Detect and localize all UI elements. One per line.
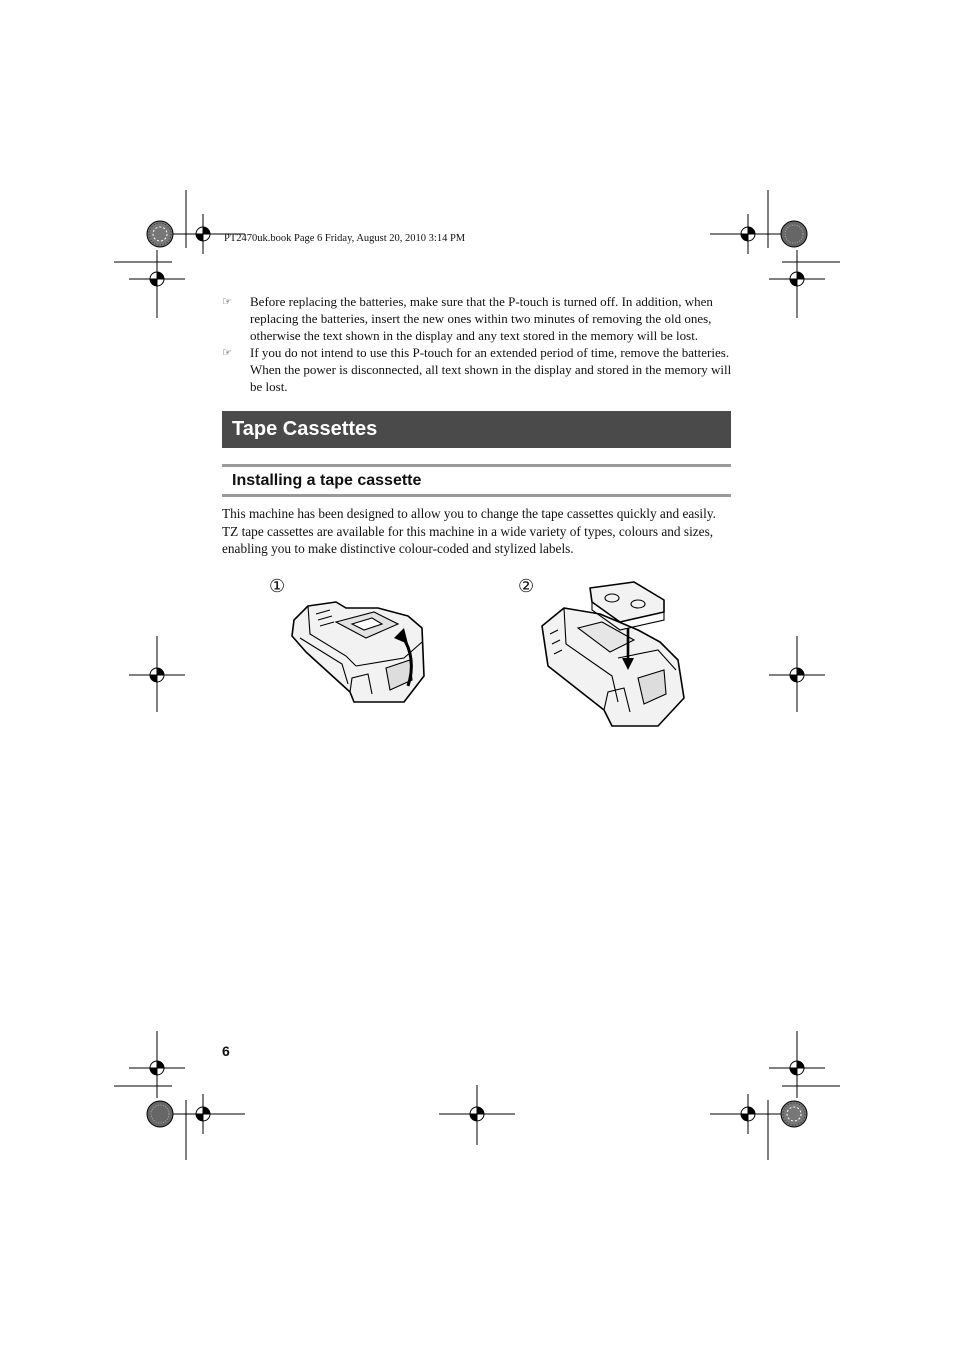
print-slug: PT2470uk.book Page 6 Friday, August 20, 2010 3:14 PM bbox=[224, 233, 466, 244]
subsection-heading-bar bbox=[222, 464, 731, 497]
body-paragraph: This machine has been designed to allow you to change the tape cassettes quickly and easily. TZ tape cassettes are available for this machine in a wide variety of types, colours and sizes, enabling you to make distinctive colour-coded and stylized labels. bbox=[222, 506, 716, 557]
notes-list bbox=[222, 293, 734, 395]
subsection-title: Installing a tape cassette bbox=[232, 472, 422, 489]
section-heading-bar bbox=[222, 411, 731, 448]
section-title: Tape Cassettes bbox=[232, 418, 378, 440]
illustration-insert-cassette bbox=[538, 578, 688, 728]
note-item bbox=[222, 344, 734, 395]
note-text: Before replacing the batteries, make sure that the P-touch is turned off. In addition, when replacing the batteries, insert the new ones within two minutes of removing the old ones, otherwise the text shown in the display and any text stored in the memory will be lost. bbox=[250, 294, 713, 343]
note-text: If you do not intend to use this P-touch for an extended period of time, remove the batteries. When the power is disconnected, all text shown in the display and stored in the memory will be lost. bbox=[250, 345, 732, 394]
step-number-2: ② bbox=[518, 576, 535, 597]
illustration-open-cover bbox=[286, 598, 431, 708]
hand-pointer-icon: ☞ bbox=[222, 295, 232, 308]
note-item bbox=[222, 293, 734, 344]
hand-pointer-icon: ☞ bbox=[222, 346, 232, 359]
step-number-1: ① bbox=[269, 576, 286, 597]
page-number: 6 bbox=[222, 1043, 230, 1059]
